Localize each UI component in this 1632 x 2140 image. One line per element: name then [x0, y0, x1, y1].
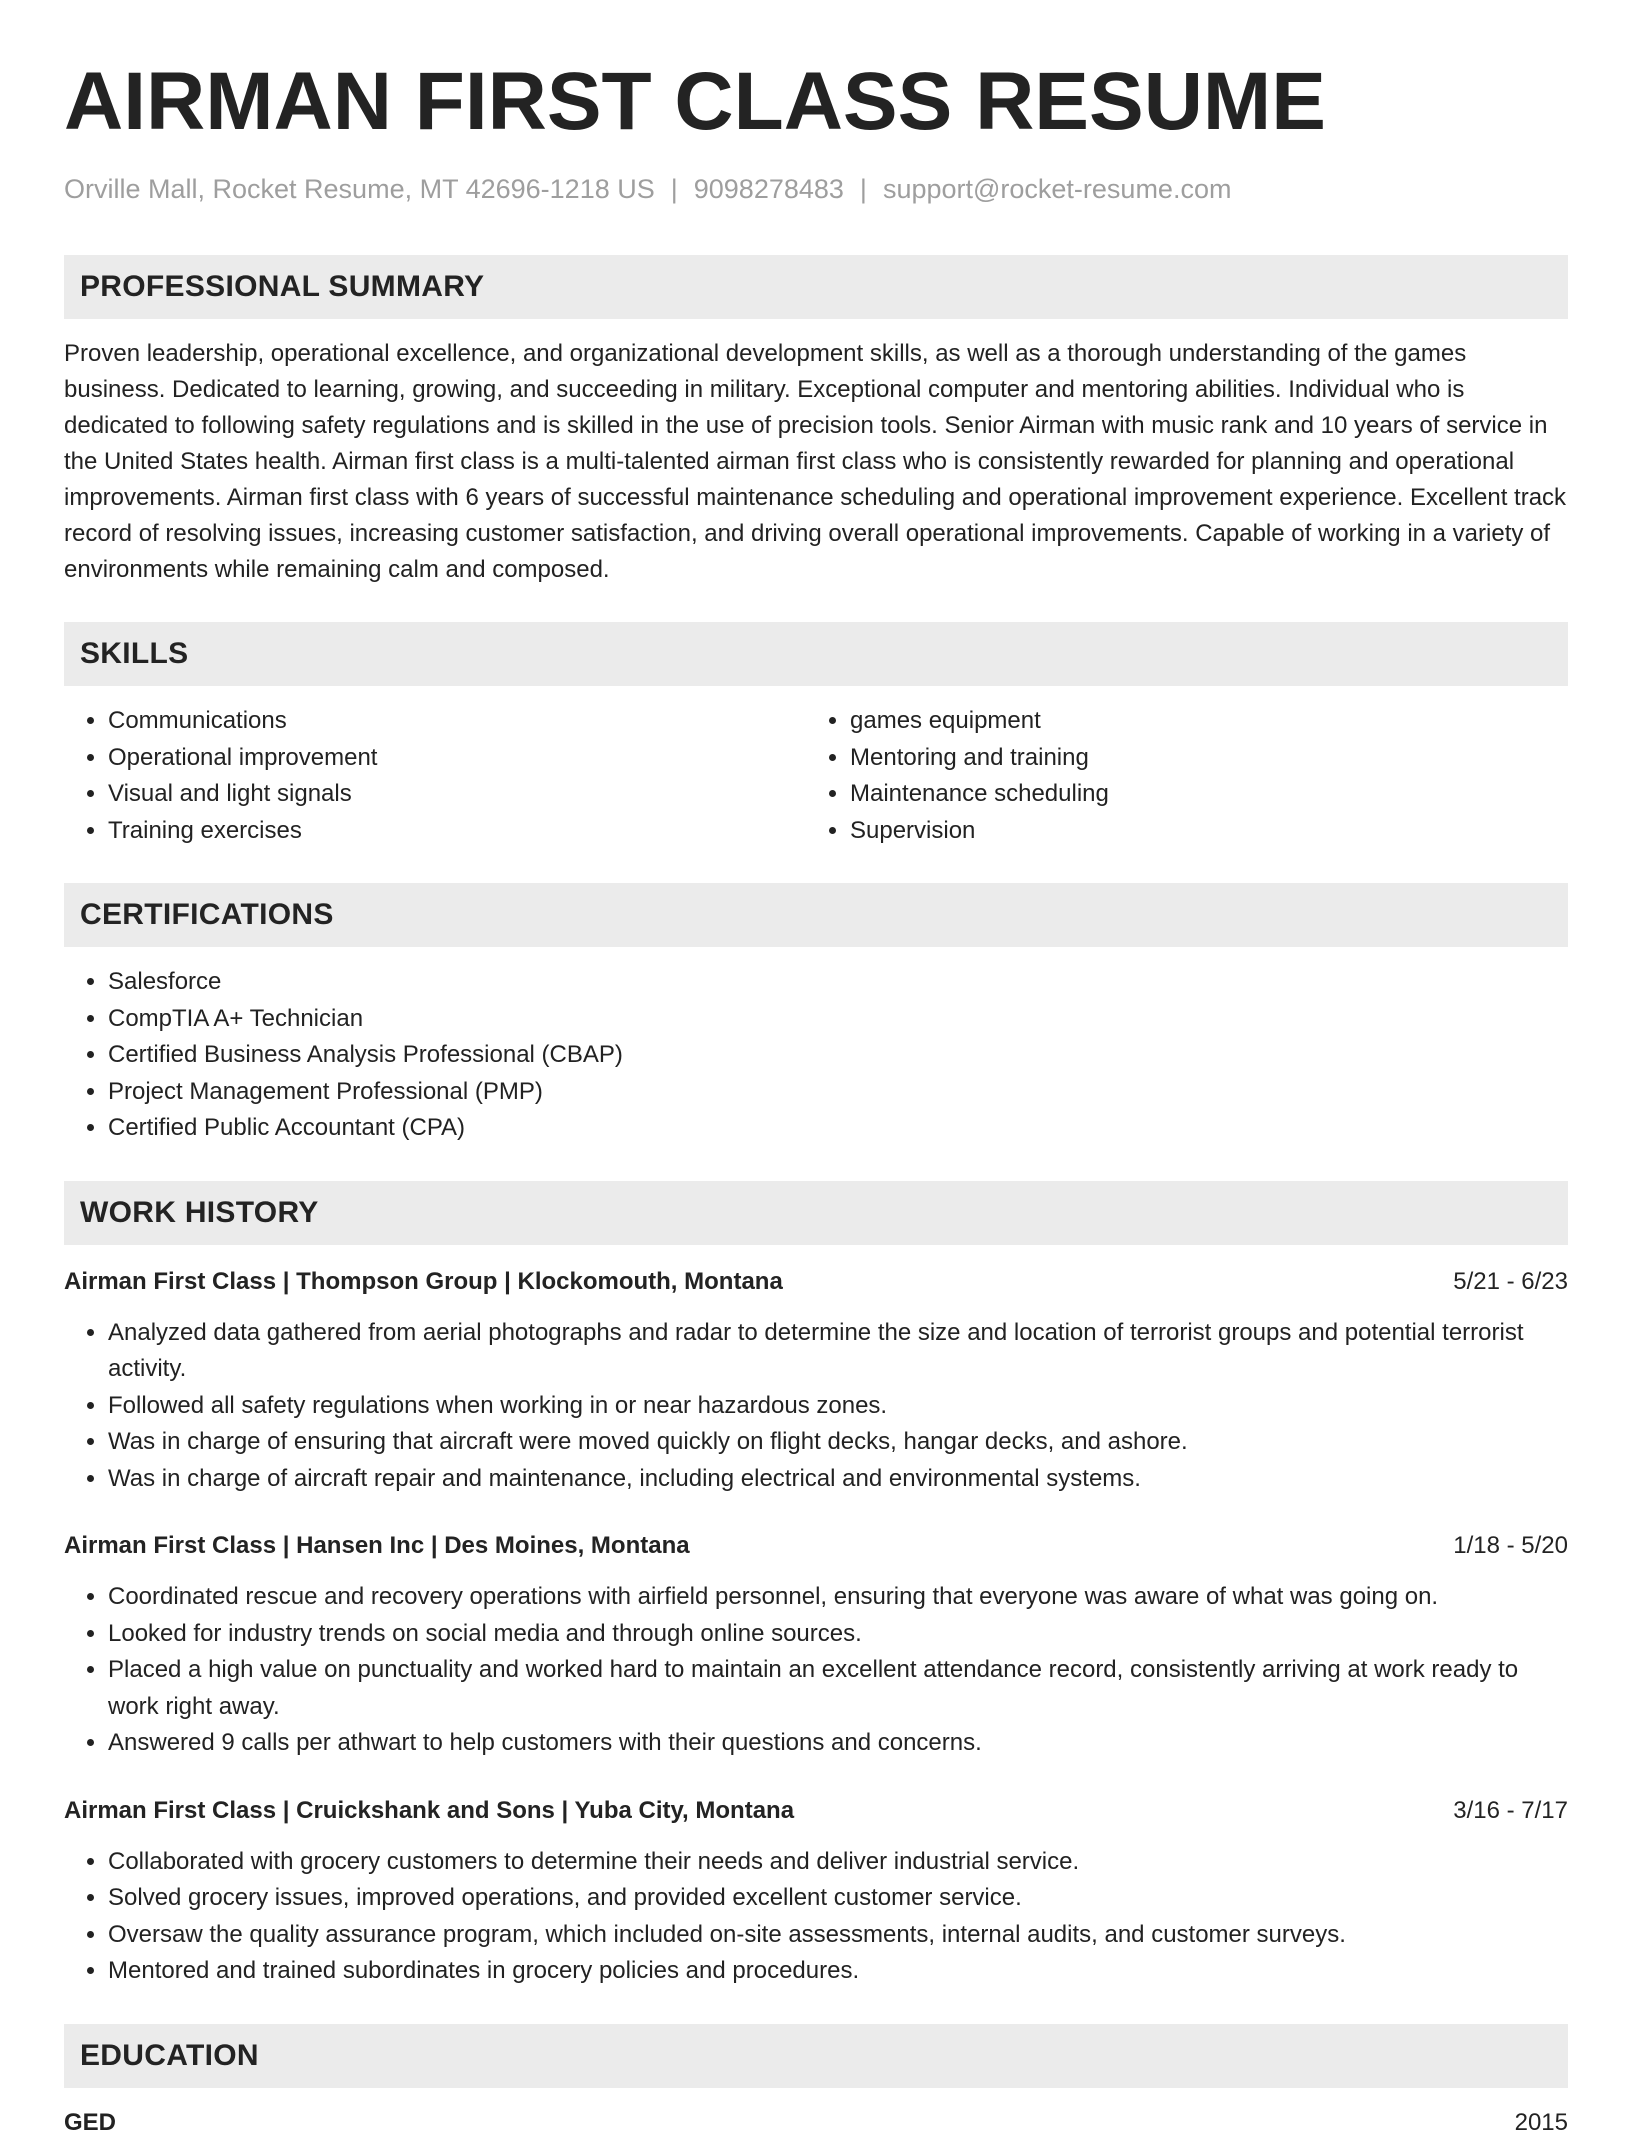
job-title: Airman First Class | Cruickshank and Sons | Yuba City, Montana	[64, 1796, 795, 1824]
contact-email: support@rocket-resume.com	[882, 174, 1232, 204]
skills-heading: SKILLS	[80, 637, 189, 670]
skill-item: • Training exercises	[108, 813, 806, 850]
contact-line	[64, 172, 1568, 206]
skills-section-header	[64, 622, 1568, 686]
certification-item: • Certified Public Accountant (CPA)	[108, 1110, 1568, 1147]
job-bullet: • Looked for industry trends on social media and through online sources.	[108, 1616, 1568, 1653]
job-bullets	[64, 1579, 1568, 1762]
job-bullet: • Solved grocery issues, improved operations, and provided excellent customer service.	[108, 1880, 1568, 1917]
education-year: 2015	[1514, 2108, 1568, 2136]
work-history-heading: WORK HISTORY	[80, 1195, 319, 1229]
work-history-section-header	[64, 1181, 1568, 1245]
contact-separator: |	[670, 174, 678, 204]
certification-item: • Certified Business Analysis Professional (CBAP)	[108, 1037, 1568, 1074]
contact-address: Orville Mall, Rocket Resume, MT 42696-1218 US	[64, 174, 655, 204]
education-entry	[64, 2106, 1568, 2140]
contact-phone: 9098278483	[693, 174, 844, 204]
job-dates: 5/21 - 6/23	[1453, 1267, 1568, 1295]
job-bullet: • Placed a high value on punctuality and worked hard to maintain an excellent attendance record, consistently arriving at work ready to work right away.	[108, 1652, 1568, 1725]
job-bullet: • Analyzed data gathered from aerial photographs and radar to determine the size and location of terrorist groups and potential terrorist activity.	[108, 1315, 1568, 1388]
resume-title: AIRMAN FIRST CLASS RESUME	[64, 56, 1326, 147]
certification-item: • Project Management Professional (PMP)	[108, 1074, 1568, 1111]
certifications-list	[64, 964, 1568, 1147]
certification-item: • Salesforce	[108, 964, 1568, 1001]
job-bullet: • Collaborated with grocery customers to determine their needs and deliver industrial service.	[108, 1844, 1568, 1881]
job-entry	[64, 1265, 1568, 1498]
contact-separator: |	[859, 174, 867, 204]
job-title: Airman First Class | Hansen Inc | Des Moines, Montana	[64, 1532, 690, 1559]
skills-column-left	[64, 703, 806, 849]
certifications-heading: CERTIFICATIONS	[80, 898, 334, 931]
certification-item: • CompTIA A+ Technician	[108, 1001, 1568, 1038]
job-bullet: • Oversaw the quality assurance program, which included on-site assessments, internal audits, and customer surveys.	[108, 1917, 1568, 1954]
job-bullet: • Was in charge of ensuring that aircraft were moved quickly on flight decks, hangar decks, and ashore.	[108, 1424, 1568, 1461]
skills-list	[64, 703, 1568, 849]
skill-item: • Visual and light signals	[108, 776, 806, 813]
education-heading: EDUCATION	[80, 2038, 259, 2072]
summary-heading: PROFESSIONAL SUMMARY	[80, 270, 485, 303]
job-bullet: • Was in charge of aircraft repair and maintenance, including electrical and environmental systems.	[108, 1461, 1568, 1498]
job-bullet: • Coordinated rescue and recovery operations with airfield personnel, ensuring that everyone was aware of what was going on.	[108, 1579, 1568, 1616]
skill-item: • Supervision	[850, 813, 1548, 850]
job-title: Airman First Class | Thompson Group | Klockomouth, Montana	[64, 1267, 783, 1295]
skill-item: • games equipment	[850, 703, 1548, 740]
skill-item: • Operational improvement	[108, 740, 806, 777]
skills-column-right	[806, 703, 1548, 849]
summary-section-header	[64, 255, 1568, 319]
job-bullets	[64, 1844, 1568, 1990]
skill-item: • Communications	[108, 703, 806, 740]
summary-text: Proven leadership, operational excellence, and organizational development skills, as well as a thorough understanding of the games business. Dedicated to learning, growing, and succeeding in military. Exceptional computer and mentoring abilities. Individual who is dedicated to following safety regulations and is skilled in the use of precision tools. Senior Airman with music rank and 10 years of service in the United States health. Airman first class is a multi-talented airman first class who is consistently rewarded for planning and operational improvements. Airman first class with 6 years of successful maintenance scheduling and operational improvement experience. Excellent track record of resolving issues, increasing customer satisfaction, and driving overall operational improvements. Capable of working in a variety of environments while remaining calm and composed.	[64, 340, 1567, 583]
job-header	[64, 1265, 1568, 1299]
job-header	[64, 1529, 1568, 1563]
job-bullets	[64, 1315, 1568, 1498]
job-header	[64, 1794, 1568, 1828]
education-degree: GED	[64, 2108, 117, 2136]
job-bullet: • Mentored and trained subordinates in grocery policies and procedures.	[108, 1953, 1568, 1990]
education-section-header	[64, 2024, 1568, 2088]
job-bullet: • Answered 9 calls per athwart to help customers with their questions and concerns.	[108, 1725, 1568, 1762]
job-entry	[64, 1794, 1568, 1990]
job-dates: 3/16 - 7/17	[1453, 1796, 1568, 1824]
skill-item: • Mentoring and training	[850, 740, 1548, 777]
job-entry	[64, 1529, 1568, 1762]
job-bullet: • Followed all safety regulations when working in or near hazardous zones.	[108, 1388, 1568, 1425]
certifications-section-header	[64, 883, 1568, 947]
job-dates: 1/18 - 5/20	[1453, 1532, 1568, 1559]
skill-item: • Maintenance scheduling	[850, 776, 1548, 813]
